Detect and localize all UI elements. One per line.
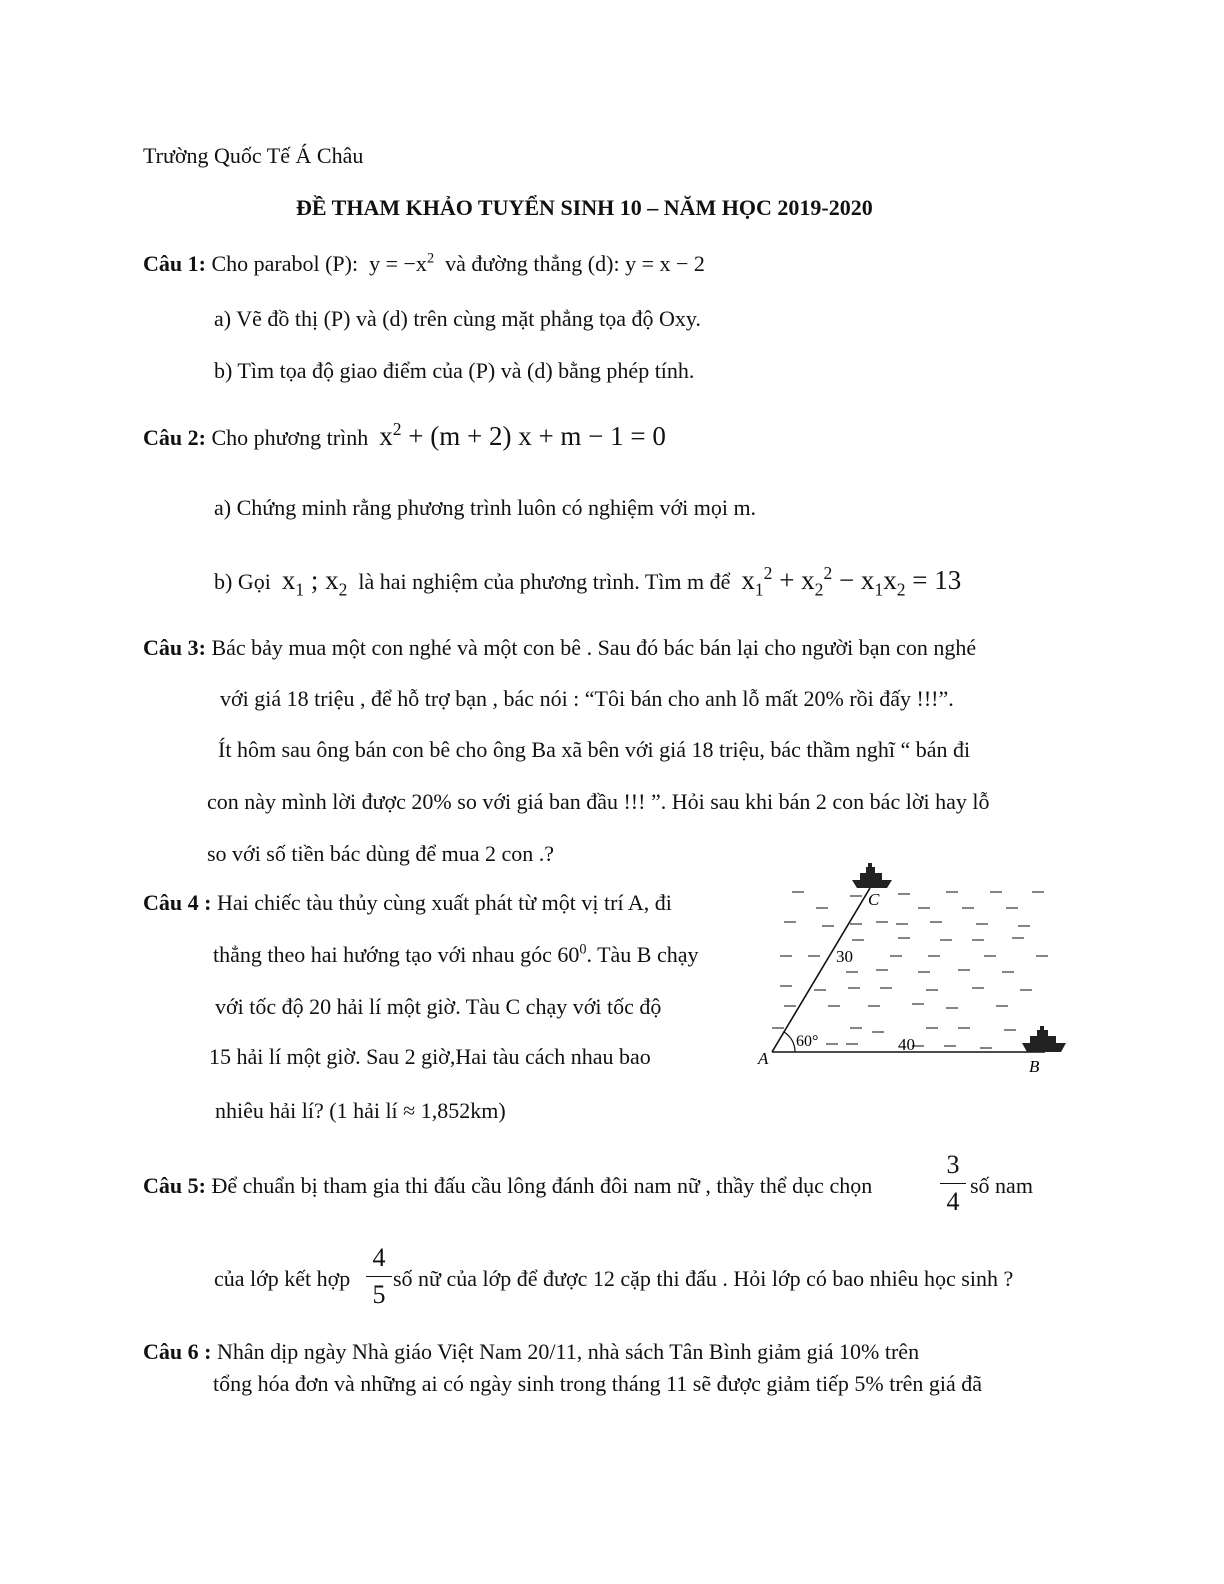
question-6-line-1: Câu 6 : Nhân dịp ngày Nhà giáo Việt Nam 20/11, nhà sách Tân Bình giảm giá 10% trên — [143, 1339, 920, 1364]
question-1-label: Câu 1: — [143, 251, 206, 276]
question-4-line-4: 15 hải lí một giờ. Sau 2 giờ,Hai tàu cách nhau bao — [209, 1044, 651, 1069]
ship-b-icon — [1022, 1026, 1066, 1052]
angle-arc — [784, 1032, 795, 1052]
question-1-line — [143, 251, 705, 277]
question-3-line-3: Ít hôm sau ông bán con bê cho ông Ba xã bên với giá 18 triệu, bác thầm nghĩ “ bán đi — [218, 737, 971, 762]
question-6-label: Câu 6 : — [143, 1339, 212, 1364]
question-4-line-3: với tốc độ 20 hải lí một giờ. Tàu C chạy với tốc độ — [215, 994, 662, 1019]
question-1-mid: và đường thẳng — [445, 251, 583, 276]
question-4-label: Câu 4 : — [143, 890, 212, 915]
question-4-line-2: thẳng theo hai hướng tạo với nhau góc $60^0$. Tàu B chạy — [213, 941, 699, 967]
question-2-label: Câu 2: — [143, 425, 206, 450]
question-4-line-1: Câu 4 : Hai chiếc tàu thủy cùng xuất phát từ một vị trí A, đi — [143, 890, 672, 915]
question-5-line-2b: số nữ của lớp để được 12 cặp thi đấu . Hỏi lớp có bao nhiêu học sinh ? — [393, 1266, 1014, 1291]
parabol-equation: $y = -x^2$ — [369, 250, 435, 276]
question-5-line-1: Câu 5: Để chuẩn bị tham gia thi đấu cầu lông đánh đôi nam nữ , thầy thể dục chọn — [143, 1173, 873, 1198]
line-equation: : y = x − 2 — [613, 251, 705, 276]
ships-figure — [750, 860, 1080, 1080]
ab-length-label: 40 — [898, 1035, 915, 1054]
question-2-line — [143, 419, 666, 451]
roots-condition: $x_1^2 + x_2^2 - x_1x_2 = 13$ — [741, 563, 962, 600]
question-2a: a) Chứng minh rằng phương trình luôn có nghiệm với mọi m. — [214, 495, 757, 520]
fraction-four-fifths: 4 5 — [366, 1243, 392, 1310]
roots-label: $x_1$ ; $x_2$ — [281, 565, 348, 600]
question-3-line-4: con này mình lời được 20% so với giá ban đầu !!! ”. Hỏi sau khi bán 2 con bác lời hay lỗ — [207, 789, 990, 814]
question-1b: b) Tìm tọa độ giao điểm của (P) và (d) bằng phép tính. — [214, 358, 695, 383]
exam-title: ĐỀ THAM KHẢO TUYỂN SINH 10 – NĂM HỌC 2019-2020 — [296, 195, 873, 220]
question-3-line-5: so với số tiền bác dùng để mua 2 con .? — [207, 841, 555, 866]
angle-label: 60° — [796, 1033, 819, 1050]
quadratic-equation: $x^2 + (m + 2) x + m - 1 = 0$ — [379, 419, 666, 451]
question-6-line-2: tổng hóa đơn và những ai có ngày sinh trong tháng 11 sẽ được giảm tiếp 5% trên giá đã — [213, 1371, 983, 1396]
question-3-line-1: Câu 3: Bác bảy mua một con nghé và một con bê . Sau đó bác bán lại cho người bạn con nghé — [143, 635, 977, 660]
question-2b: b) Gọi $x_1$ ; $x_2$ là hai nghiệm của phương trình. Tìm m để $x_1^2 + x_2^2 - x_1x_2 = 13$ — [214, 563, 962, 600]
point-a-label: A — [758, 1049, 769, 1068]
question-3-line-2: với giá 18 triệu , để hỗ trợ bạn , bác nói : “Tôi bán cho anh lỗ mất 20% rồi đấy !!!”. — [220, 686, 954, 711]
ac-length-label: 30 — [836, 947, 853, 966]
school-name: Trường Quốc Tế Á Châu — [143, 143, 364, 168]
question-5-line-2a: của lớp kết hợp — [214, 1266, 351, 1291]
question-5-label: Câu 5: — [143, 1173, 206, 1198]
question-5-line-1-end: số nam — [970, 1173, 1033, 1198]
line-d-label: (d) — [587, 251, 614, 276]
ship-c-icon — [852, 863, 892, 888]
question-3-label: Câu 3: — [143, 635, 206, 660]
question-2-intro: Cho phương trình — [211, 425, 369, 450]
point-b-label: B — [1029, 1057, 1040, 1076]
fraction-three-quarters: 3 4 — [940, 1150, 966, 1217]
question-1-intro: Cho parabol (P): — [211, 251, 359, 276]
water-dashes — [772, 892, 1048, 1048]
point-c-label: C — [868, 890, 880, 909]
question-4-line-5: nhiêu hải lí? (1 hải lí ≈ 1,852km) — [215, 1098, 506, 1123]
question-1a: a) Vẽ đồ thị (P) và (d) trên cùng mặt phẳng tọa độ Oxy. — [214, 306, 701, 331]
